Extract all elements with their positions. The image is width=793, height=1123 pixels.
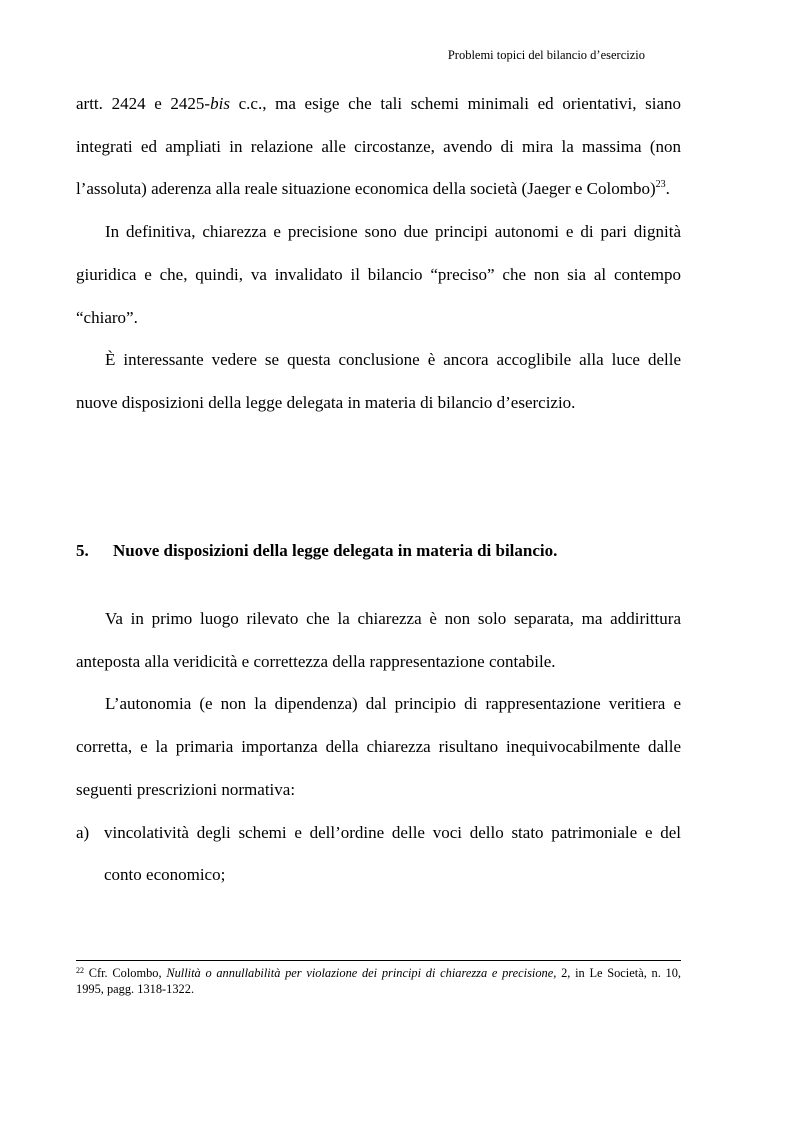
footnote-reference[interactable]: 23 (655, 179, 666, 191)
emphasis-bis: bis (210, 94, 230, 113)
list-marker: a) (76, 822, 90, 842)
paragraph: Va in primo luogo rilevato che la chiarezza è non solo separata, ma addirittura anteposta alla veridicità e correttezza della rappresentazione contabile. (76, 609, 681, 671)
paragraph: In definitiva, chiarezza e precisione sono due principi autonomi e di pari dignità giuridica e che, quindi, va invalidato il bilancio “preciso” che non sia al contempo “chiaro”. (76, 222, 681, 327)
section-title: Nuove disposizioni della legge delegata in materia di bilancio. (113, 541, 558, 560)
footnote-cited-title: Nullità o annullabilità per violazione dei principi di chiarezza e precisione (166, 966, 554, 980)
running-header: Problemi topici del bilancio d’esercizio (447, 48, 645, 62)
footnote-number: 22 (76, 966, 84, 975)
footnote: $^{22}$ Cfr. Colombo, Nullità o annullabilità per violazione dei principi di chiarezza e precisione, 2, in Le Società, n. 10, 1995, pagg. 1318-1322. (76, 966, 682, 996)
paragraph: È interessante vedere se questa conclusione è ancora accoglibile alla luce delle nuove disposizioni della legge delegata in materia di bilancio d’esercizio. (76, 350, 681, 412)
list-item-text: vincolatività degli schemi e dell’ordine delle voci dello stato patrimoniale e del conto economico; (104, 822, 681, 885)
list-item (76, 812, 681, 897)
paragraph: L’autonomia (e non la dipendenza) dal principio di rappresentazione veritiera e corretta, e la primaria importanza della chiarezza risultano inequivocabilmente dalle seguenti prescrizioni normativa: (76, 694, 681, 799)
section-heading (76, 539, 557, 563)
paragraph: artt. 2424 e 2425-bis c.c., ma esige che tali schemi minimali ed orientativi, siano integrati ed ampliati in relazione alle circostanze, avendo di mira la massima (non l’assoluta) aderenza alla reale situazione economica della società (Jaeger e Colombo)$^{23}$. (76, 94, 682, 199)
section-number: 5. (76, 541, 89, 560)
body-text-block-1 (76, 83, 681, 425)
body-text-block-2 (76, 598, 681, 897)
footnote-divider (76, 960, 681, 961)
